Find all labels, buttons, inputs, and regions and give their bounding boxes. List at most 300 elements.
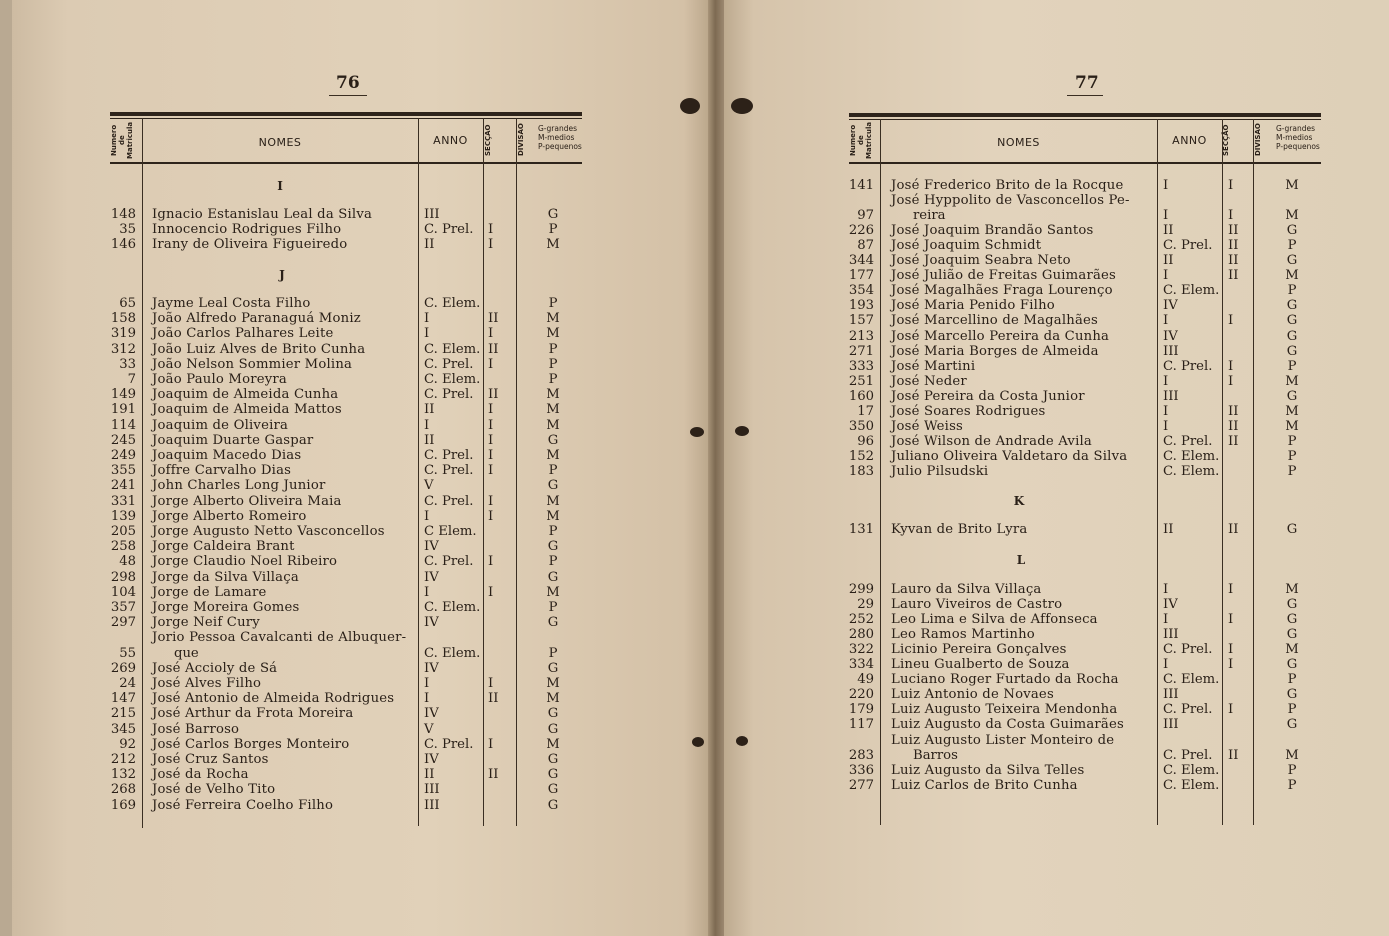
header-nomes: NOMES bbox=[997, 136, 1040, 149]
student-name: Joaquim de Almeida Mattos bbox=[152, 402, 342, 418]
student-name: Jorge Caldeira Brant bbox=[152, 539, 295, 555]
year-value: III bbox=[1163, 627, 1179, 643]
division-value: M bbox=[546, 676, 560, 691]
year-value: C. Elem. bbox=[1163, 283, 1220, 299]
section-value: II bbox=[1228, 418, 1239, 434]
table-row bbox=[0, 298, 1389, 313]
section-value: I bbox=[1228, 313, 1234, 329]
division-value: M bbox=[546, 417, 560, 433]
student-name: Juliano Oliveira Valdetaro da Silva bbox=[891, 448, 1128, 464]
section-value: I bbox=[1228, 208, 1234, 224]
section-value: II bbox=[1228, 522, 1239, 537]
section-value: II bbox=[488, 691, 499, 707]
division-value: M bbox=[1285, 208, 1299, 224]
student-name: José Joaquim Seabra Neto bbox=[891, 253, 1071, 269]
year-value: III bbox=[1163, 717, 1179, 733]
matricula-number: 333 bbox=[848, 358, 874, 374]
table-row bbox=[0, 627, 1389, 642]
year-value: IV bbox=[1163, 597, 1178, 613]
table-row bbox=[0, 642, 1389, 657]
division-value: G bbox=[547, 721, 559, 737]
section-value: II bbox=[488, 311, 499, 327]
year-value: I bbox=[1163, 418, 1169, 434]
matricula-number: 241 bbox=[110, 478, 136, 494]
table-row bbox=[0, 687, 1389, 702]
division-value: P bbox=[1287, 433, 1297, 449]
table-row bbox=[0, 404, 1389, 419]
matricula-number: 298 bbox=[110, 569, 136, 585]
division-value: P bbox=[1287, 358, 1297, 374]
matricula-number: 283 bbox=[848, 747, 874, 763]
division-value: P bbox=[548, 296, 558, 311]
matricula-number: 104 bbox=[110, 584, 136, 600]
section-value: I bbox=[1228, 178, 1234, 193]
division-value: G bbox=[1286, 522, 1298, 537]
table-row bbox=[0, 223, 1389, 238]
table-row bbox=[0, 702, 1389, 717]
student-name: João Paulo Moreyra bbox=[152, 372, 287, 387]
student-name: Jorge Alberto Oliveira Maia bbox=[152, 493, 342, 509]
year-value: III bbox=[424, 782, 440, 798]
student-name: John Charles Long Junior bbox=[152, 478, 326, 494]
division-value: G bbox=[547, 478, 559, 494]
student-name: Joffre Carvalho Dias bbox=[152, 463, 292, 479]
matricula-number: 334 bbox=[848, 657, 874, 673]
legend-item: M-medios bbox=[538, 133, 575, 142]
section-letter: L bbox=[1016, 553, 1026, 567]
year-value: I bbox=[1163, 313, 1169, 329]
section-value: I bbox=[488, 493, 494, 509]
year-value: C. Elem. bbox=[424, 600, 481, 615]
division-value: P bbox=[1287, 463, 1297, 479]
section-value: II bbox=[488, 767, 499, 783]
matricula-number: 205 bbox=[110, 524, 136, 539]
matricula-number: 146 bbox=[110, 237, 136, 253]
matricula-number: 148 bbox=[110, 207, 136, 222]
year-value: I bbox=[424, 311, 430, 327]
division-value: M bbox=[1285, 373, 1299, 389]
division-value: G bbox=[1286, 657, 1298, 673]
year-value: V bbox=[424, 721, 434, 737]
division-value: P bbox=[1287, 777, 1297, 793]
student-name: Luiz Antonio de Novaes bbox=[891, 687, 1054, 703]
section-value: I bbox=[488, 222, 494, 238]
matricula-number: 7 bbox=[127, 372, 136, 387]
student-name: Jorge Moreira Gomes bbox=[152, 600, 300, 615]
division-value: G bbox=[547, 767, 559, 783]
year-value: I bbox=[1163, 582, 1169, 597]
section-value: I bbox=[488, 326, 494, 342]
page-number: 76 bbox=[336, 73, 360, 93]
student-name: José Arthur da Frota Moreira bbox=[152, 706, 354, 722]
year-value: C. Elem. bbox=[1163, 672, 1220, 688]
table-row bbox=[0, 374, 1389, 389]
division-value: P bbox=[548, 554, 558, 570]
table-row bbox=[0, 268, 1389, 283]
table-header-rule bbox=[110, 162, 582, 164]
student-name: José Soares Rodrigues bbox=[891, 403, 1046, 419]
student-name: Jorge Neif Cury bbox=[152, 615, 260, 631]
section-value: I bbox=[488, 554, 494, 570]
student-name-continued: que bbox=[174, 645, 199, 661]
matricula-number: 258 bbox=[110, 539, 136, 555]
division-value: P bbox=[1287, 702, 1297, 718]
division-value: M bbox=[546, 691, 560, 707]
table-row bbox=[0, 329, 1389, 344]
division-value: G bbox=[1286, 343, 1298, 359]
page-number-rule bbox=[329, 95, 367, 96]
matricula-number: 139 bbox=[110, 508, 136, 524]
year-value: IV bbox=[424, 539, 439, 555]
year-value: C. Elem. bbox=[1163, 448, 1220, 464]
year-value: C. Prel. bbox=[424, 448, 474, 463]
year-value: IV bbox=[424, 615, 439, 631]
division-value: P bbox=[1287, 448, 1297, 464]
matricula-number: 152 bbox=[848, 448, 874, 464]
section-value: I bbox=[488, 508, 494, 524]
student-name: José Marcello Pereira da Cunha bbox=[891, 328, 1110, 344]
matricula-number: 319 bbox=[110, 326, 136, 342]
student-name: Luiz Augusto da Silva Telles bbox=[891, 762, 1085, 778]
legend-item: P-pequenos bbox=[1276, 142, 1320, 151]
year-value: I bbox=[424, 676, 430, 691]
student-name: Julio Pilsudski bbox=[891, 463, 989, 479]
matricula-number: 215 bbox=[110, 706, 136, 722]
section-value: I bbox=[488, 356, 494, 372]
year-value: III bbox=[1163, 343, 1179, 359]
division-value: M bbox=[1285, 178, 1299, 193]
student-name: Luiz Carlos de Brito Cunha bbox=[891, 777, 1078, 793]
section-value: I bbox=[488, 448, 494, 463]
year-value: C. Prel. bbox=[424, 387, 474, 403]
section-value: I bbox=[1228, 582, 1234, 597]
student-name: José Weiss bbox=[891, 418, 964, 434]
header-secao: SECÇÃO bbox=[484, 124, 492, 156]
year-value: II bbox=[424, 432, 435, 448]
header-anno: ANNO bbox=[1172, 134, 1207, 147]
header-divisao: DIVISÃO bbox=[1254, 123, 1262, 157]
student-name: Leo Lima e Silva de Affonseca bbox=[891, 612, 1098, 628]
matricula-number: 87 bbox=[857, 238, 874, 254]
student-name: José Cruz Santos bbox=[152, 752, 269, 767]
student-name: José Frederico Brito de la Rocque bbox=[891, 178, 1124, 193]
year-value: V bbox=[424, 478, 434, 494]
header-secao: SECÇÃO bbox=[1222, 124, 1230, 156]
matricula-number: 114 bbox=[110, 417, 136, 433]
division-value: P bbox=[548, 645, 558, 661]
matricula-number: 297 bbox=[110, 615, 136, 631]
student-name: João Nelson Sommier Molina bbox=[152, 356, 353, 372]
division-value: M bbox=[546, 387, 560, 403]
year-value: II bbox=[1163, 522, 1174, 537]
matricula-number: 131 bbox=[848, 522, 874, 537]
matricula-number: 357 bbox=[110, 600, 136, 615]
header-nomes: NOMES bbox=[258, 136, 302, 149]
year-value: I bbox=[1163, 178, 1169, 193]
matricula-number: 344 bbox=[848, 253, 874, 269]
table-top-rule bbox=[849, 113, 1321, 117]
table-row bbox=[0, 597, 1389, 612]
section-letter: K bbox=[1013, 494, 1025, 508]
student-name: José Accioly de Sá bbox=[152, 660, 278, 676]
division-value: G bbox=[1286, 223, 1298, 239]
legend-item: P-pequenos bbox=[538, 142, 582, 151]
year-value: C. Elem. bbox=[424, 645, 481, 661]
student-name: Joaquim Macedo Dias bbox=[152, 448, 302, 463]
division-value: M bbox=[1285, 418, 1299, 434]
division-legend bbox=[1276, 124, 1320, 151]
section-value: I bbox=[488, 584, 494, 600]
division-value: G bbox=[1286, 627, 1298, 643]
division-value: M bbox=[1285, 403, 1299, 419]
table-row bbox=[0, 494, 1389, 509]
student-name: José Julião de Freitas Guimarães bbox=[891, 268, 1116, 284]
table-row bbox=[0, 478, 1389, 493]
matricula-number: 49 bbox=[857, 672, 874, 688]
matricula-number: 249 bbox=[110, 448, 136, 463]
year-value: II bbox=[424, 767, 435, 783]
year-value: C. Elem. bbox=[424, 372, 481, 387]
student-name-continued: Barros bbox=[913, 747, 958, 763]
division-value: G bbox=[1286, 612, 1298, 628]
year-value: I bbox=[1163, 612, 1169, 628]
year-value: I bbox=[1163, 208, 1169, 224]
table-row bbox=[0, 389, 1389, 404]
division-value: G bbox=[547, 797, 559, 813]
matricula-number: 24 bbox=[119, 676, 136, 691]
division-value: M bbox=[546, 326, 560, 342]
division-value: G bbox=[547, 615, 559, 631]
section-letter: I bbox=[277, 179, 283, 193]
division-value: P bbox=[548, 356, 558, 372]
year-value: IV bbox=[424, 706, 439, 722]
table-row bbox=[0, 464, 1389, 479]
matricula-number: 277 bbox=[848, 777, 874, 793]
year-value: C. Elem. bbox=[424, 296, 481, 311]
year-value: C. Elem. bbox=[1163, 463, 1220, 479]
matricula-number: 96 bbox=[857, 433, 874, 449]
student-name: José Maria Borges de Almeida bbox=[891, 343, 1099, 359]
matricula-number: 354 bbox=[848, 283, 874, 299]
matricula-number: 299 bbox=[848, 582, 874, 597]
matricula-number: 251 bbox=[848, 373, 874, 389]
student-name: José Maria Penido Filho bbox=[891, 298, 1055, 314]
year-value: C. Prel. bbox=[424, 356, 474, 372]
division-value: G bbox=[547, 207, 559, 222]
year-value: IV bbox=[424, 752, 439, 767]
student-name: Luiz Augusto da Costa Guimarães bbox=[891, 717, 1124, 733]
matricula-number: 212 bbox=[110, 752, 136, 767]
matricula-number: 191 bbox=[110, 402, 136, 418]
year-value: III bbox=[424, 207, 440, 222]
section-value: II bbox=[1228, 223, 1239, 239]
year-value: C. Prel. bbox=[424, 736, 474, 752]
student-name: Luiz Augusto Lister Monteiro de bbox=[891, 732, 1115, 748]
section-value: II bbox=[1228, 238, 1239, 254]
student-name: Lauro Viveiros de Castro bbox=[891, 597, 1063, 613]
year-value: I bbox=[1163, 403, 1169, 419]
student-name: Innocencio Rodrigues Filho bbox=[152, 222, 342, 238]
year-value: C. Prel. bbox=[1163, 433, 1213, 449]
division-value: M bbox=[546, 311, 560, 327]
section-value: II bbox=[1228, 268, 1239, 284]
binding-hole bbox=[680, 98, 700, 114]
header-divisao: DIVISÃO bbox=[517, 123, 525, 157]
student-name: José Ferreira Coelho Filho bbox=[152, 797, 334, 813]
student-name: Joaquim Duarte Gaspar bbox=[152, 432, 314, 448]
division-value: G bbox=[1286, 313, 1298, 329]
year-value: C. Prel. bbox=[1163, 642, 1213, 658]
page-number: 77 bbox=[1075, 73, 1099, 93]
division-value: M bbox=[546, 584, 560, 600]
year-value: II bbox=[424, 402, 435, 418]
matricula-number: 280 bbox=[848, 627, 874, 643]
student-name: João Luiz Alves de Brito Cunha bbox=[152, 341, 366, 357]
matricula-number: 226 bbox=[848, 223, 874, 239]
student-name: José Antonio de Almeida Rodrigues bbox=[152, 691, 395, 707]
division-value: M bbox=[546, 508, 560, 524]
section-value: I bbox=[488, 417, 494, 433]
year-value: II bbox=[1163, 253, 1174, 269]
matricula-number: 336 bbox=[848, 762, 874, 778]
year-value: C. Prel. bbox=[424, 463, 474, 479]
division-value: G bbox=[1286, 298, 1298, 314]
matricula-number: 355 bbox=[110, 463, 136, 479]
table-row bbox=[0, 798, 1389, 813]
matricula-number: 33 bbox=[119, 356, 136, 372]
year-value: C. Prel. bbox=[424, 493, 474, 509]
section-value: I bbox=[488, 432, 494, 448]
year-value: C Elem. bbox=[424, 524, 477, 539]
student-name: Kyvan de Brito Lyra bbox=[891, 522, 1028, 537]
matricula-number: 220 bbox=[848, 687, 874, 703]
student-name: Jorge Claudio Noel Ribeiro bbox=[152, 554, 338, 570]
student-name: Ignacio Estanislau Leal da Silva bbox=[152, 207, 373, 222]
table-row bbox=[0, 717, 1389, 732]
student-name: José Hyppolito de Vasconcellos Pe- bbox=[891, 193, 1130, 209]
division-value: G bbox=[547, 706, 559, 722]
division-value: P bbox=[548, 524, 558, 539]
division-value: G bbox=[1286, 328, 1298, 344]
year-value: I bbox=[424, 584, 430, 600]
table-row bbox=[0, 419, 1389, 434]
division-value: P bbox=[1287, 762, 1297, 778]
student-name: Joaquim de Almeida Cunha bbox=[152, 387, 339, 403]
division-value: G bbox=[547, 432, 559, 448]
matricula-number: 92 bbox=[119, 736, 136, 752]
division-value: M bbox=[1285, 642, 1299, 658]
year-value: C. Prel. bbox=[1163, 747, 1213, 763]
student-name: Irany de Oliveira Figueiredo bbox=[152, 237, 348, 253]
matricula-number: 132 bbox=[110, 767, 136, 783]
year-value: IV bbox=[1163, 298, 1178, 314]
division-value: M bbox=[546, 493, 560, 509]
table-row bbox=[0, 313, 1389, 328]
section-value: I bbox=[488, 676, 494, 691]
table-row bbox=[0, 582, 1389, 597]
division-value: M bbox=[1285, 582, 1299, 597]
header-matricula: Numero de Matricula bbox=[110, 121, 134, 159]
division-value: P bbox=[548, 222, 558, 238]
section-value: II bbox=[488, 341, 499, 357]
matricula-number: 252 bbox=[848, 612, 874, 628]
year-value: III bbox=[1163, 388, 1179, 404]
matricula-number: 179 bbox=[848, 702, 874, 718]
matricula-number: 331 bbox=[110, 493, 136, 509]
student-name: João Alfredo Paranaguá Moniz bbox=[152, 311, 361, 327]
division-value: G bbox=[547, 752, 559, 767]
section-value: II bbox=[1228, 253, 1239, 269]
table-row bbox=[0, 672, 1389, 687]
table-row bbox=[0, 778, 1389, 793]
student-name: José Magalhães Fraga Lourenço bbox=[891, 283, 1113, 299]
student-name: José Marcellino de Magalhães bbox=[891, 313, 1098, 329]
division-value: G bbox=[1286, 253, 1298, 269]
matricula-number: 345 bbox=[110, 721, 136, 737]
division-value: G bbox=[1286, 687, 1298, 703]
table-row bbox=[0, 341, 1389, 359]
year-value: II bbox=[1163, 223, 1174, 239]
student-name: José Joaquim Brandão Santos bbox=[891, 223, 1094, 239]
matricula-number: 269 bbox=[110, 660, 136, 676]
year-value: C. Prel. bbox=[424, 222, 474, 238]
table-row bbox=[0, 356, 1389, 374]
student-name: Luciano Roger Furtado da Rocha bbox=[891, 672, 1119, 688]
section-value: I bbox=[1228, 358, 1234, 374]
table-row bbox=[0, 539, 1389, 554]
student-name: Jorio Pessoa Cavalcanti de Albuquer- bbox=[152, 630, 407, 646]
table-row bbox=[0, 763, 1389, 778]
header-matricula: Numero de Matricula bbox=[849, 121, 873, 159]
matricula-number: 169 bbox=[110, 797, 136, 813]
student-name: José de Velho Tito bbox=[152, 782, 276, 798]
division-value: G bbox=[1286, 717, 1298, 733]
student-name: Luiz Augusto Teixeira Mendonha bbox=[891, 702, 1118, 718]
division-value: G bbox=[547, 569, 559, 585]
matricula-number: 322 bbox=[848, 642, 874, 658]
matricula-number: 97 bbox=[857, 208, 874, 224]
year-value: III bbox=[424, 797, 440, 813]
matricula-number: 48 bbox=[119, 554, 136, 570]
division-legend bbox=[538, 124, 582, 151]
matricula-number: 268 bbox=[110, 782, 136, 798]
year-value: I bbox=[424, 691, 430, 707]
year-value: C. Prel. bbox=[1163, 702, 1213, 718]
matricula-number: 17 bbox=[857, 403, 874, 419]
division-value: P bbox=[548, 372, 558, 387]
table-row bbox=[0, 207, 1389, 222]
section-value: I bbox=[1228, 373, 1234, 389]
table-header-rule bbox=[849, 162, 1321, 164]
division-value: M bbox=[546, 237, 560, 253]
matricula-number: 193 bbox=[848, 298, 874, 314]
division-value: M bbox=[546, 736, 560, 752]
table-row bbox=[0, 283, 1389, 298]
year-value: C. Prel. bbox=[1163, 358, 1213, 374]
section-value: I bbox=[488, 237, 494, 253]
division-value: M bbox=[1285, 268, 1299, 284]
matricula-number: 65 bbox=[119, 296, 136, 311]
section-value: I bbox=[1228, 702, 1234, 718]
matricula-number: 245 bbox=[110, 432, 136, 448]
table-row bbox=[0, 434, 1389, 449]
binding-hole bbox=[731, 98, 753, 114]
student-name: José Alves Filho bbox=[152, 676, 262, 691]
table-row bbox=[0, 554, 1389, 569]
student-name: José Wilson de Andrade Avila bbox=[891, 433, 1092, 449]
student-name: João Carlos Palhares Leite bbox=[152, 326, 334, 342]
legend-item: G-grandes bbox=[538, 124, 577, 133]
